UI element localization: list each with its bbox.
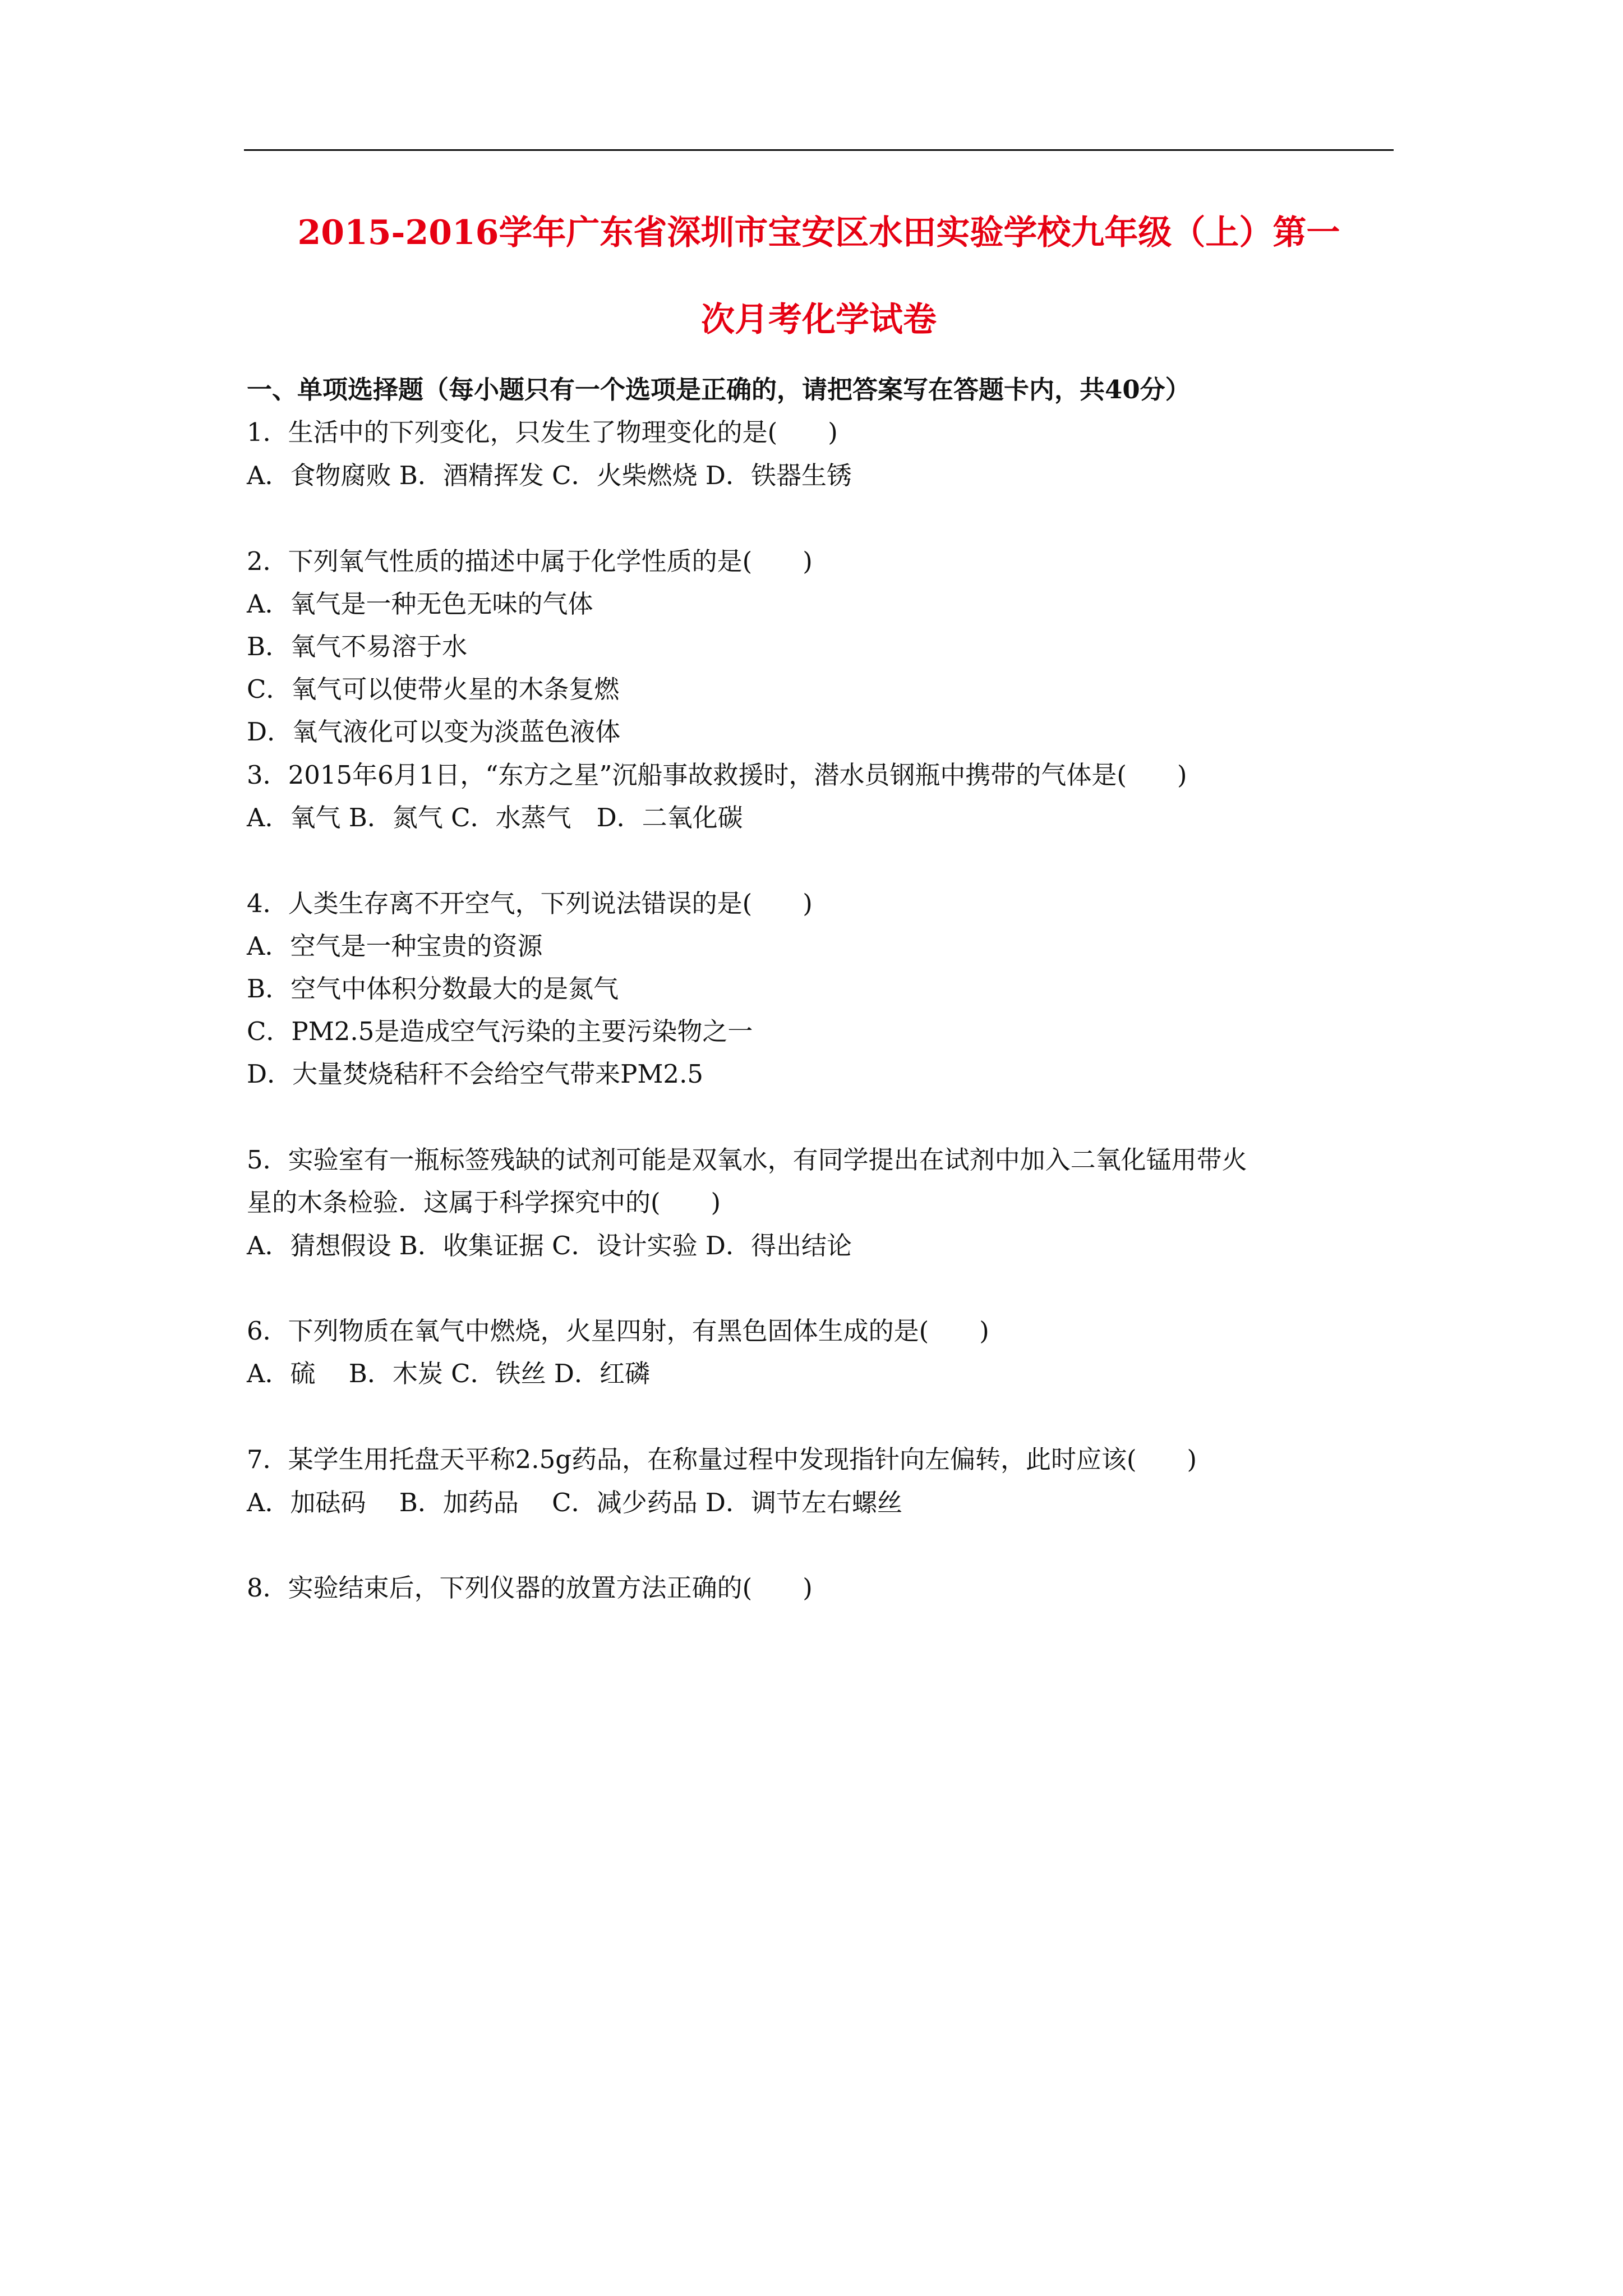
- question-1-stem: 1．生活中的下列变化，只发生了物理变化的是( ): [247, 417, 838, 447]
- question-7-stem: 7．某学生用托盘天平称2.5g药品，在称量过程中发现指针向左偏转，此时应该( ): [247, 1444, 1197, 1474]
- question-4-option-a: A．空气是一种宝贵的资源: [247, 931, 543, 961]
- question-5-stem: 5．实验室有一瓶标签残缺的试剂可能是双氧水，有同学提出在试剂中加入二氧化锰用带火: [247, 1145, 1247, 1175]
- question-6-options: A．硫 B．木炭 C．铁丝 D．红磷: [247, 1359, 650, 1388]
- question-7-options: A．加砝码 B．加药品 C．减少药品 D．调节左右螺丝: [247, 1488, 902, 1517]
- question-4-option-d: D．大量焚烧秸秆不会给空气带来PM2.5: [247, 1059, 704, 1089]
- question-4-stem: 4．人类生存离不开空气，下列说法错误的是( ): [247, 889, 813, 918]
- question-2-option-b: B．氧气不易溶于水: [247, 632, 468, 661]
- question-2-option-c: C．氧气可以使带火星的木条复燃: [247, 674, 620, 704]
- question-4-option-c: C．PM2.5是造成空气污染的主要污染物之一: [247, 1016, 753, 1046]
- question-3-stem: 3．2015年6月1日，“东方之星”沉船事故救援时，潜水员钢瓶中携带的气体是( ): [247, 760, 1187, 790]
- question-5-options: A．猜想假设 B．收集证据 C．设计实验 D．得出结论: [247, 1231, 852, 1260]
- document-title-line-1: 2015-2016学年广东省深圳市宝安区水田实验学校九年级（上）第一: [297, 213, 1340, 252]
- question-2-stem: 2．下列氧气性质的描述中属于化学性质的是( ): [247, 546, 813, 576]
- question-8-stem: 8．实验结束后，下列仪器的放置方法正确的( ): [247, 1573, 813, 1603]
- document-title-line-2: 次月考化学试卷: [701, 300, 937, 339]
- question-5-stem-continued: 星的木条检验．这属于科学探究中的( ): [247, 1188, 721, 1217]
- section-heading: 一、单项选择题（每小题只有一个选项是正确的，请把答案写在答题卡内，共40分）: [247, 375, 1191, 404]
- question-1-options: A．食物腐败 B．酒精挥发 C．火柴燃烧 D．铁器生锈: [247, 461, 852, 490]
- question-3-options: A．氧气 B．氮气 C．水蒸气 D．二氧化碳: [247, 803, 743, 832]
- header-rule: [244, 149, 1394, 151]
- question-4-option-b: B．空气中体积分数最大的是氮气: [247, 974, 619, 1004]
- question-2-option-d: D．氧气液化可以变为淡蓝色液体: [247, 717, 621, 747]
- question-2-option-a: A．氧气是一种无色无味的气体: [247, 589, 593, 619]
- question-6-stem: 6．下列物质在氧气中燃烧，火星四射，有黑色固体生成的是( ): [247, 1316, 989, 1346]
